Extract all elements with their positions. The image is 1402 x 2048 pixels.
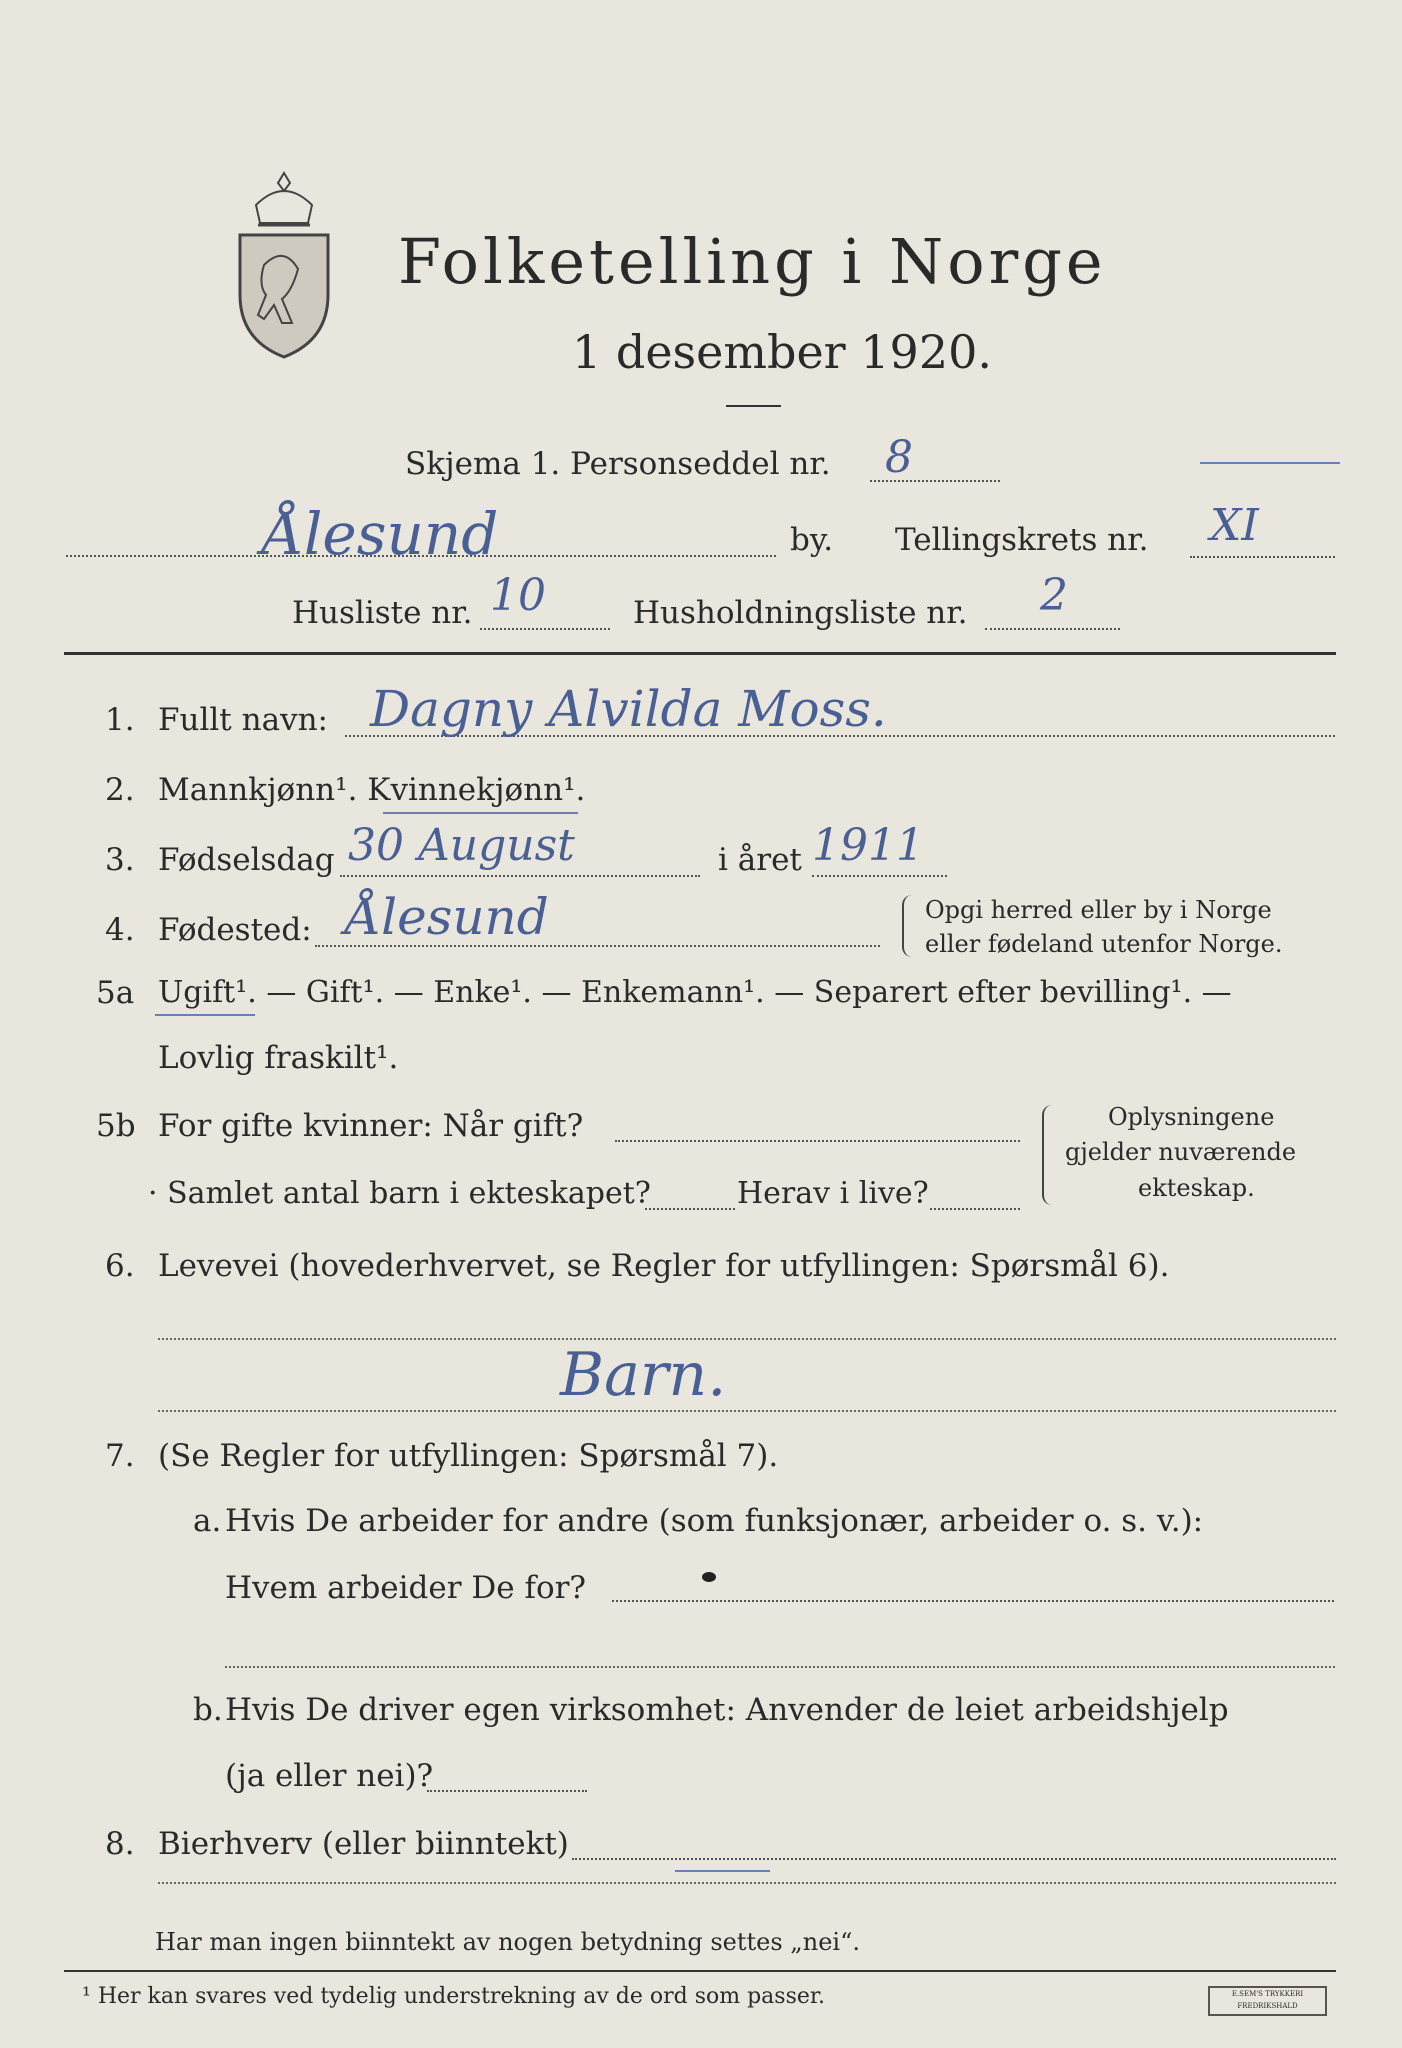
q6-number: 6.: [105, 1248, 135, 1284]
q5b-brace: [1042, 1105, 1054, 1205]
q4-label: Fødested:: [158, 912, 312, 948]
q5b-note-1: Oplysningene: [1108, 1103, 1275, 1131]
q7b-number: b.: [193, 1692, 223, 1728]
q3-number: 3.: [105, 842, 135, 878]
census-date: 1 desember 1920.: [572, 325, 992, 379]
ugift-underline: [155, 1014, 255, 1016]
q4-note-2: eller fødeland utenfor Norge.: [925, 930, 1283, 958]
husliste-value: 10: [490, 570, 546, 621]
coat-of-arms-icon: [228, 165, 340, 365]
q1-number: 1.: [105, 702, 135, 738]
side-income-line-2[interactable]: [158, 1882, 1336, 1884]
skjema-label: Skjema 1. Personseddel nr.: [405, 446, 831, 482]
husholdning-field[interactable]: [985, 628, 1120, 630]
footer-divider: [64, 1970, 1336, 1972]
title-divider: [726, 405, 781, 407]
birth-year-field[interactable]: [812, 875, 947, 877]
marital-status-options[interactable]: Ugift¹. — Gift¹. — Enke¹. — Enkemann¹. — Separert efter bevilling¹. —: [158, 975, 1232, 1010]
city-value: Ålesund: [262, 500, 499, 568]
husholdning-label: Husholdningsliste nr.: [633, 595, 968, 631]
married-when-field[interactable]: [615, 1140, 1020, 1142]
q5b-line2b: Herav i live?: [737, 1176, 929, 1211]
full-name-value: Dagny Alvilda Moss.: [370, 680, 887, 738]
marital-status-options-2[interactable]: Lovlig fraskilt¹.: [158, 1040, 399, 1076]
hired-help-field[interactable]: [427, 1790, 587, 1792]
q3-label: Fødselsdag: [158, 842, 335, 878]
q7a-line2: Hvem arbeider De for?: [225, 1570, 587, 1606]
occupation-value: Barn.: [560, 1340, 727, 1410]
q2-number: 2.: [105, 772, 135, 808]
by-label: by.: [790, 522, 834, 558]
printer-stamp: [1208, 1986, 1327, 2016]
children-total-field[interactable]: [645, 1208, 735, 1210]
tellingskrets-label: Tellingskrets nr.: [895, 522, 1149, 558]
kvinnekjonn-underline: [383, 812, 578, 814]
q5b-line1: For gifte kvinner: Når gift?: [158, 1108, 584, 1144]
birthday-value: 30 August: [348, 820, 575, 871]
birth-year-value: 1911: [812, 820, 924, 871]
husliste-field[interactable]: [480, 628, 610, 630]
employer-line-2[interactable]: [225, 1666, 1335, 1668]
sex-options[interactable]: Mannkjønn¹. Kvinnekjønn¹.: [158, 772, 586, 808]
footnote: ¹ Her kan svares ved tydelig understrekning av de ord som passer.: [82, 1984, 825, 2009]
husholdning-value: 2: [1040, 570, 1068, 621]
side-income-field[interactable]: [572, 1858, 1336, 1860]
header-divider: [64, 652, 1336, 655]
q4-number: 4.: [105, 912, 135, 948]
q4-brace: [902, 895, 912, 957]
ink-dot: [702, 1572, 716, 1582]
q7a-line1: Hvis De arbeider for andre (som funksjonær, arbeider o. s. v.):: [225, 1503, 1204, 1539]
side-income-note: Har man ingen biinntekt av nogen betydning settes „nei“.: [155, 1928, 860, 1956]
q7b-line1: Hvis De driver egen virksomhet: Anvender de leiet arbeidshjelp: [225, 1692, 1229, 1728]
birthplace-value: Ålesund: [345, 888, 549, 946]
q5b-note-2: gjelder nuværende: [1065, 1138, 1297, 1166]
handwritten-dash: [675, 1870, 770, 1872]
birthday-field[interactable]: [340, 875, 700, 877]
q4-note-1: Opgi herred eller by i Norge: [925, 896, 1272, 924]
q1-label: Fullt navn:: [158, 702, 328, 738]
handwritten-mark: [1200, 462, 1340, 464]
printer-stamp-text: E.SEM'S TRYKKERI FREDRIKSHALD: [1231, 1990, 1304, 2010]
q7b-line2: (ja eller nei)?: [225, 1758, 434, 1794]
q5b-number: 5b: [96, 1108, 136, 1144]
q8-label: Bierhverv (eller biinntekt): [158, 1826, 569, 1862]
tellingskrets-value: XI: [1210, 500, 1259, 551]
occupation-line-2[interactable]: [158, 1410, 1336, 1412]
q6-label: Levevei (hovederhvervet, se Regler for utfyllingen: Spørsmål 6).: [158, 1248, 1170, 1284]
employer-field[interactable]: [612, 1600, 1334, 1602]
children-alive-field[interactable]: [930, 1208, 1020, 1210]
tellingskrets-field[interactable]: [1190, 556, 1335, 558]
q5b-line2: · Samlet antal barn i ekteskapet?: [148, 1176, 651, 1211]
page-title: Folketelling i Norge: [398, 225, 1107, 298]
occupation-line-1[interactable]: [158, 1338, 1336, 1340]
q7-number: 7.: [105, 1438, 135, 1474]
husliste-label: Husliste nr.: [292, 595, 473, 631]
skjema-value: 8: [885, 432, 913, 483]
q5a-number: 5a: [96, 975, 135, 1011]
q7a-number: a.: [193, 1503, 222, 1539]
q8-number: 8.: [105, 1826, 135, 1862]
year-label: i året: [718, 842, 802, 878]
q5b-note-3: ekteskap.: [1138, 1174, 1255, 1202]
q7-label: (Se Regler for utfyllingen: Spørsmål 7).: [158, 1438, 779, 1474]
